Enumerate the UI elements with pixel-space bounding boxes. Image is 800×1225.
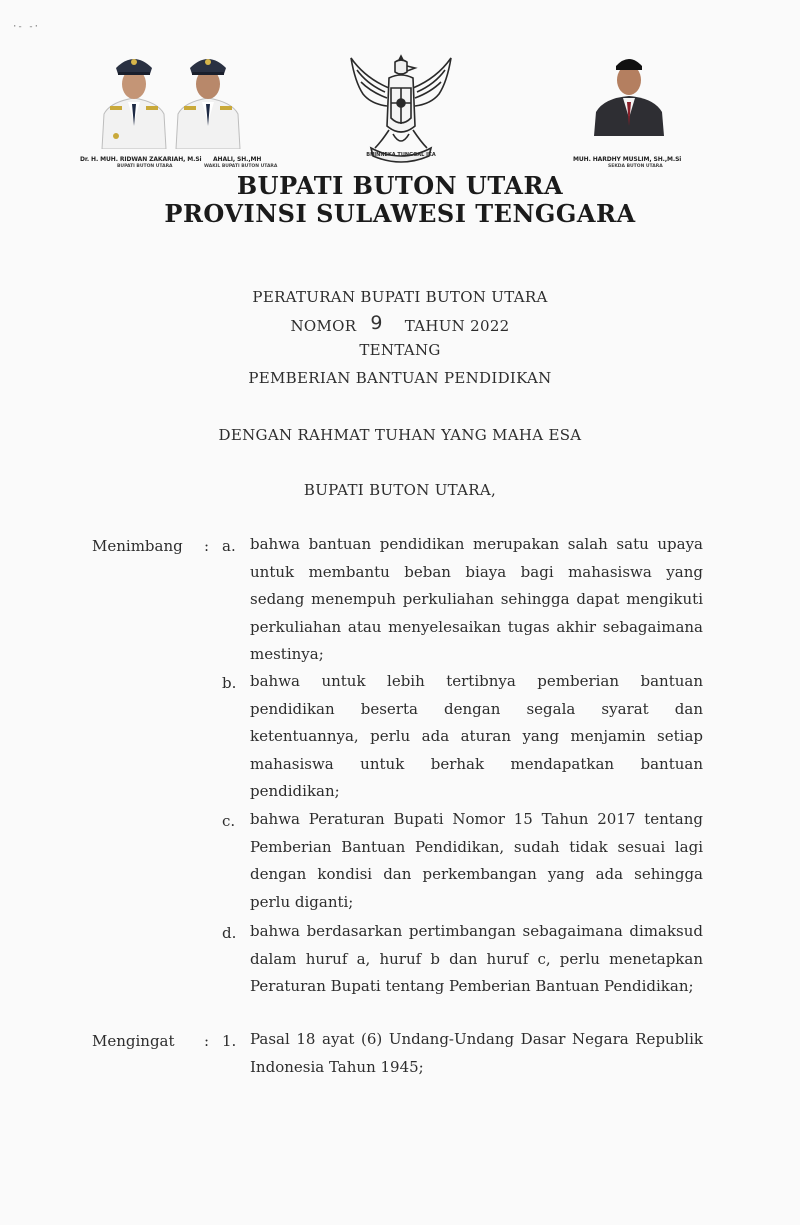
letterhead-line-1: BUPATI BUTON UTARA — [236, 171, 564, 200]
letterhead-line-2: PROVINSI SULAWESI TENGGARA — [164, 199, 636, 228]
issuer: BUPATI BUTON UTARA, — [303, 481, 497, 499]
nomor-value: 9 — [370, 312, 383, 334]
menimbang-label: Menimbang — [92, 537, 183, 555]
menimbang-colon: : — [204, 537, 210, 555]
caption-title-2: WAKIL BUPATI BUTON UTARA — [204, 164, 278, 169]
mengingat-colon: : — [204, 1032, 210, 1050]
item-marker-d: d. — [222, 924, 237, 942]
regulation-number-row — [0, 314, 800, 336]
sekda-photo — [590, 46, 668, 136]
caption-title-3: SEKDA BUTON UTARA — [608, 164, 663, 169]
preamble: DENGAN RAHMAT TUHAN YANG MAHA ESA — [218, 426, 582, 444]
item-marker-1: 1. — [222, 1032, 237, 1050]
caption-title-1: BUPATI BUTON UTARA — [117, 164, 173, 169]
emblem-motto: BHINNEKA TUNGGAL IKA — [366, 152, 436, 158]
tentang-label: TENTANG — [359, 341, 441, 359]
nomor-label: NOMOR — [290, 317, 357, 335]
tahun-label: TAHUN 2022 — [404, 317, 510, 335]
regulation-title: PERATURAN BUPATI BUTON UTARA — [252, 288, 548, 306]
regulation-subject: PEMBERIAN BANTUAN PENDIDIKAN — [248, 369, 552, 387]
menimbang-item-a: bahwa bantuan pendidikan merupakan salah satu upaya untuk membantu beban biaya bagi mahasiswa yang sedang menempuh perkuliahan sehingga dapat mengikuti perkuliahan atau menyelesaikan tugas akhir sebagaimana mestinya; — [250, 535, 703, 663]
menimbang-item-b: bahwa untuk lebih tertibnya pemberian bantuan pendidikan beserta dengan segala syarat dan ketentuannya, perlu ada aturan yang menjamin setiap mahasiswa untuk berhak mendapatkan bantuan pendidikan; — [250, 672, 703, 800]
mengingat-label: Mengingat — [92, 1032, 175, 1050]
mengingat-item-1: Pasal 18 ayat (6) Undang-Undang Dasar Negara Republik Indonesia Tahun 1945; — [250, 1030, 703, 1076]
garuda-emblem-icon — [345, 48, 457, 168]
item-marker-b: b. — [222, 674, 237, 692]
menimbang-item-d: bahwa berdasarkan pertimbangan sebagaimana dimaksud dalam huruf a, huruf b dan huruf c, perlu menetapkan Peraturan Bupati tentang Pemberian Bantuan Pendidikan; — [250, 922, 703, 995]
caption-name-1: Dr. H. MUH. RIDWAN ZAKARIAH, M.Si — [80, 156, 202, 163]
wakil-bupati-photo — [170, 44, 246, 149]
caption-name-3: MUH. HARDHY MUSLIM, SH.,M.Si — [573, 156, 682, 163]
item-marker-a: a. — [222, 537, 236, 555]
menimbang-item-c: bahwa Peraturan Bupati Nomor 15 Tahun 2017 tentang Pemberian Bantuan Pendidikan, sudah tidak sesuai lagi dengan kondisi dan perkembangan yang ada sehingga perlu diganti; — [250, 810, 703, 911]
item-marker-c: c. — [222, 812, 236, 830]
bupati-photo — [96, 44, 172, 149]
caption-name-2: AHALI, SH.,MH — [213, 156, 262, 163]
scan-edge-mark: ·- -· — [12, 22, 40, 32]
